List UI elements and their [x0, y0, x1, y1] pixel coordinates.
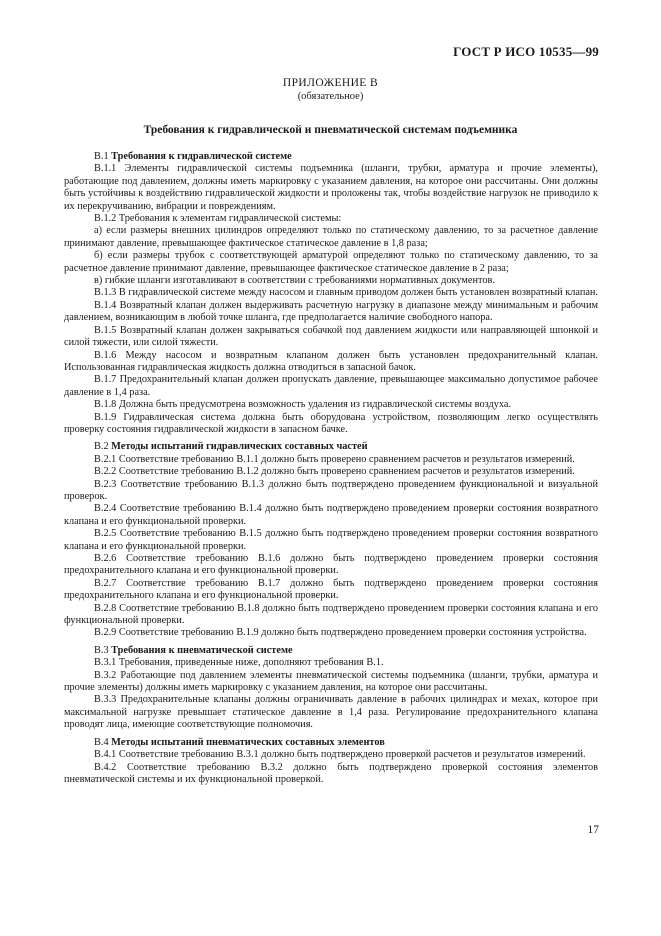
section-number: В.2 [94, 441, 109, 453]
section-number: В.1 [94, 151, 109, 162]
section-title: Требования к пневматической системе [111, 644, 293, 656]
paragraph: б) если размеры трубок с соответствующей арматурой определяют только по статическому давлению, то за расчетное давление принимают давление, превышающее фактическое статическое давление в 2 раза; [64, 250, 598, 274]
main-title: Требования к гидравлической и пневматической системам подъемника [143, 124, 518, 136]
paragraph: В.2.2 Соответствие требованию В.1.2 должно быть проверено сравнением расчетов и результатов измерений. [94, 466, 575, 478]
paragraph: В.2.7 Соответствие требованию В.1.7 должно быть подтверждено проведением проверки состояния предохранительного клапана и его функциональной проверки. [64, 577, 598, 602]
paragraph: В.4.1 Соответствие требованию В.3.1 должно быть подтверждено проверкой расчетов и результатов измерений. [94, 749, 586, 761]
paragraph: В.1.8 Должна быть предусмотрена возможность удаления из гидравлической системы воздуха. [94, 399, 512, 411]
paragraph: В.1.9 Гидравлическая система должна быть оборудована устройством, позволяющим легко осуществлять проверку состояния гидравлической жидкости в запасном бачке. [64, 411, 598, 435]
appendix-subtitle: (обязательное) [297, 91, 364, 102]
paragraph: а) если размеры внешних цилиндров определяют только по статическому давлению, то за расчетное давление принимают давление, превышающее фактическое статическое давление в 1,8 раза; [64, 225, 598, 249]
section-heading [64, 645, 598, 657]
section-title: Методы испытаний гидравлических составных частей [111, 441, 368, 453]
paragraph: В.3.1 Требования, приведенные ниже, дополняют требования В.1. [94, 657, 384, 669]
appendix-title: ПРИЛОЖЕНИЕ В [282, 77, 379, 89]
section-heading [64, 151, 598, 163]
paragraph: В.1.7 Предохранительный клапан должен пропускать давление, превышающее максимально допустимое рабочее давление в 1,4 раза. [64, 374, 598, 398]
document-code: ГОСТ Р ИСО 10535—99 [453, 44, 599, 59]
paragraph: В.2.4 Соответствие требованию В.1.4 должно быть подтверждено проведением проверки состояния возвратного клапана и его функциональной проверки. [64, 503, 598, 527]
paragraph: В.2.5 Соответствие требованию В.1.5 должно быть подтверждено проведением проверки состояния возвратного клапана и его функциональной проверки. [64, 528, 598, 552]
section-heading [64, 737, 598, 749]
paragraph: В.1.2 Требования к элементам гидравлической системы: [94, 213, 342, 225]
document-body [64, 151, 598, 786]
paragraph: В.1.6 Между насосом и возвратным клапаном должен быть установлен предохранительный клапан. Использованная гидравлическая жидкость должна отводиться в запасной бачок. [64, 349, 598, 373]
paragraph: В.2.3 Соответствие требованию В.1.3 должно быть подтверждено проведением функциональной и визуальной проверок. [64, 478, 598, 502]
section-number: В.4 [94, 736, 109, 748]
paragraph: В.2.1 Соответствие требованию В.1.1 должно быть проверено сравнением расчетов и результатов измерений. [94, 453, 575, 465]
paragraph: В.1.3 В гидравлической системе между насосом и главным приводом должен быть установлен возвратный клапан. [94, 287, 598, 299]
paragraph: В.1.1 Элементы гидравлической системы подъемника (шланги, трубки, арматура и прочие элементы), работающие под давлением, должны иметь маркировку с указанием давления, на которое они рассчитаны. Они должны быть устойчивы к воздействию гидравлической жидкости и проложены так, чтобы воздействие нагрузок не приводило к их перекручиванию, вибрации и повреждениям. [64, 163, 598, 212]
paragraph: В.4.2 Соответствие требованию В.3.2 должно быть подтверждено проверкой состояния элементов пневматической системы и их функциональной проверкой. [64, 761, 598, 785]
paragraph: В.1.4 Возвратный клапан должен выдерживать расчетную нагрузку в диапазоне между минимальным и рабочим давлением, возникающим в любой точке шланга, где предполагается наличие свободного напора. [64, 299, 598, 324]
paragraph: В.2.6 Соответствие требованию В.1.6 должно быть подтверждено проведением проверки состояния предохранительного клапана и его функциональной проверки. [64, 553, 598, 577]
section-title: Методы испытаний пневматических составных элементов [111, 736, 385, 748]
paragraph: В.1.5 Возвратный клапан должен закрываться собачкой под давлением жидкости или направляющей шпонкой и силой тяжести, или силой тяжести. [64, 324, 598, 349]
paragraph: в) гибкие шланги изготавливают в соответствии с требованиями нормативных документов. [94, 275, 495, 287]
paragraph: В.3.2 Работающие под давлением элементы пневматической системы подъемника (шланги, трубки, арматура и прочие элементы) должны иметь маркировку с указанием давления, на которое они рассчитаны. [64, 669, 598, 694]
page-number: 17 [587, 824, 599, 836]
section-number: В.3 [94, 644, 109, 656]
paragraph: В.2.9 Соответствие требованию В.1.9 должно быть подтверждено проведением проверки состояния устройства. [94, 627, 587, 639]
paragraph: В.2.8 Соответствие требованию В.1.8 должно быть подтверждено проведением проверки состояния клапана и его функциональной проверки. [64, 602, 598, 627]
paragraph: В.3.3 Предохранительные клапаны должны ограничивать давление в рабочих цилиндрах и мехах, которое при максимальной нагрузке превышает статическое давление в 1,4 раза. Регулирование предохранительного клапана проводят лица, имеющие соответствующие полномочия. [64, 694, 598, 731]
section-title: Требования к гидравлической системе [111, 151, 292, 162]
section-heading [64, 441, 598, 453]
